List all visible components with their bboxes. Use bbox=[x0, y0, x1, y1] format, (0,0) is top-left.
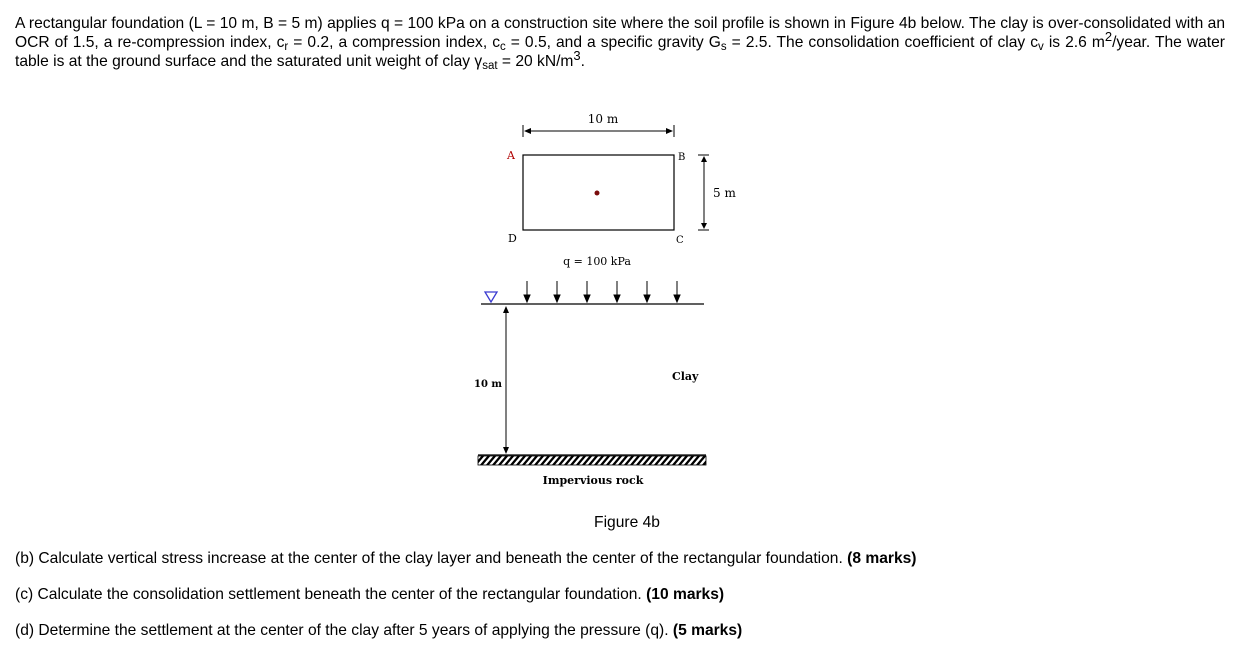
corner-c-label: C bbox=[676, 235, 684, 246]
load-arrows bbox=[524, 281, 680, 302]
figure-caption: Figure 4b bbox=[594, 514, 660, 531]
water-table-icon bbox=[485, 292, 497, 302]
impervious-rock-hatch bbox=[478, 456, 706, 465]
foundation-center-dot bbox=[595, 191, 600, 196]
plan-width-label: 5 m bbox=[713, 186, 736, 200]
plan-length-label: 10 m bbox=[587, 112, 619, 126]
corner-a-label: A bbox=[507, 149, 515, 162]
question-d: (d) Determine the settlement at the center of the clay after 5 years of applying the pressure (q). (5 marks) bbox=[15, 622, 743, 639]
plan-width-dimension bbox=[698, 155, 709, 230]
load-label: q = 100 kPa bbox=[563, 255, 631, 268]
question-b: (b) Calculate vertical stress increase at the center of the clay layer and beneath the center of the rectangular foundation. (8 marks) bbox=[15, 550, 917, 567]
plan-length-dimension bbox=[523, 125, 674, 137]
clay-layer-label: Clay bbox=[672, 370, 699, 383]
corner-b-label: B bbox=[678, 152, 686, 163]
corner-d-label: D bbox=[508, 232, 517, 245]
clay-depth-label: 10 m bbox=[474, 379, 502, 390]
impervious-rock-label: Impervious rock bbox=[542, 474, 644, 487]
question-c: (c) Calculate the consolidation settlement beneath the center of the rectangular foundation. (10 marks) bbox=[15, 586, 725, 603]
clay-depth-dimension bbox=[503, 306, 509, 454]
problem-statement: A rectangular foundation (L = 10 m, B = 5 m) applies q = 100 kPa on a construction site where the soil profile is shown in Figure 4b below. The clay is over-consolidated with an OCR of 1.5, a re-compression index, $c_r = 0.2$, a compression index, $c_c = 0.5$, and a specific gravity $G_s = 2.5$. The consolidation coefficient of clay $c_v$ is 2.6 $m^2$/year. The water table is at the ground surface and the saturated unit weight of clay $\gamma_{sat} = 20$ $kN/m^3$. bbox=[15, 15, 1225, 72]
